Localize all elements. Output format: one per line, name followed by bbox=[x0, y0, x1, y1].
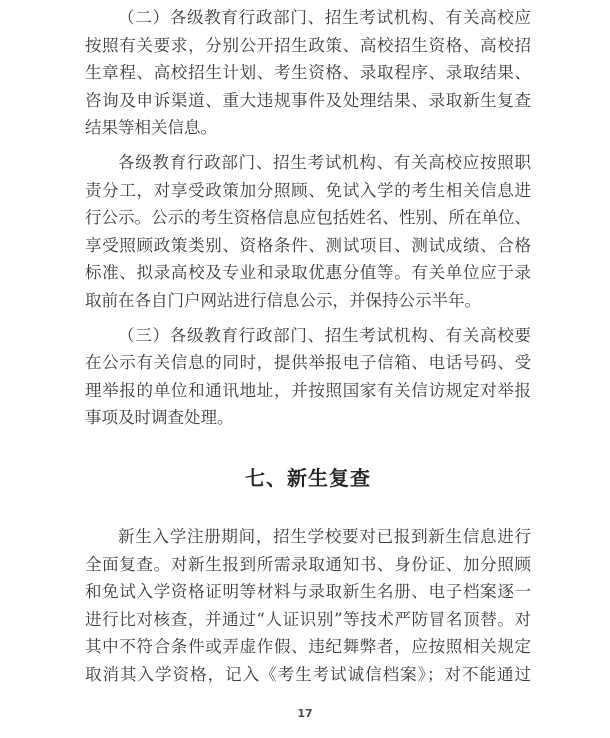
text-line: （三）各级教育行政部门、招生考试机构、有关高校要 bbox=[118, 325, 531, 345]
paragraph-public-info bbox=[85, 4, 531, 142]
paragraph-publicity-duties bbox=[85, 149, 531, 315]
text-line: 生章程、高校招生计划、考生资格、录取程序、录取结果、 bbox=[85, 63, 531, 83]
paragraph-report-channels bbox=[85, 322, 531, 432]
text-line: 标准、拟录高校及专业和录取优惠分值等。有关单位应于录 bbox=[85, 263, 531, 283]
text-line: 行公示。公示的考生资格信息应包括姓名、性别、所在单位、 bbox=[85, 208, 531, 228]
text-line: 进行比对核查，并通过“人证识别”等技术严防冒名顶替。对 bbox=[85, 609, 531, 629]
text-line: 责分工，对享受政策加分照顾、免试入学的考生相关信息进 bbox=[85, 180, 531, 200]
text-line: 结果等相关信息。 bbox=[85, 118, 217, 138]
text-line: 按照有关要求，分别公开招生政策、高校招生资格、高校招 bbox=[85, 35, 531, 55]
text-line: 取前在各自门户网站进行信息公示，并保持公示半年。 bbox=[85, 290, 481, 310]
text-line: 理举报的单位和通讯地址，并按照国家有关信访规定对举报 bbox=[85, 380, 531, 400]
text-line: 事项及时调查处理。 bbox=[85, 408, 234, 428]
text-line: 全面复查。对新生报到所需录取通知书、身份证、加分照顾 bbox=[85, 554, 531, 574]
document-text bbox=[85, 4, 531, 695]
text-line: 享受照顾政策类别、资格条件、测试项目、测试成绩、合格 bbox=[85, 235, 531, 255]
text-line: 在公示有关信息的同时，提供举报电子信箱、电话号码、受 bbox=[85, 353, 531, 373]
text-line: 和免试入学资格证明等材料与录取新生名册、电子档案逐一 bbox=[85, 582, 531, 602]
text-line: 新生入学注册期间，招生学校要对已报到新生信息进行 bbox=[118, 526, 531, 546]
page-number: 17 bbox=[297, 707, 313, 720]
text-line: 咨询及申诉渠道、重大违规事件及处理结果、录取新生复查 bbox=[85, 90, 531, 110]
text-line: 取消其入学资格，记入《考生考试诚信档案》；对不能通过 bbox=[85, 664, 531, 684]
section-heading: 七、新生复查 bbox=[245, 465, 371, 490]
text-line: （二）各级教育行政部门、招生考试机构、有关高校应 bbox=[118, 8, 531, 27]
text-line: 其中不符合条件或弄虚作假、违纪舞弊者，应按照相关规定 bbox=[85, 637, 531, 657]
text-line: 各级教育行政部门、招生考试机构、有关高校应按照职 bbox=[118, 152, 531, 172]
paragraph-freshman-recheck bbox=[85, 523, 531, 689]
